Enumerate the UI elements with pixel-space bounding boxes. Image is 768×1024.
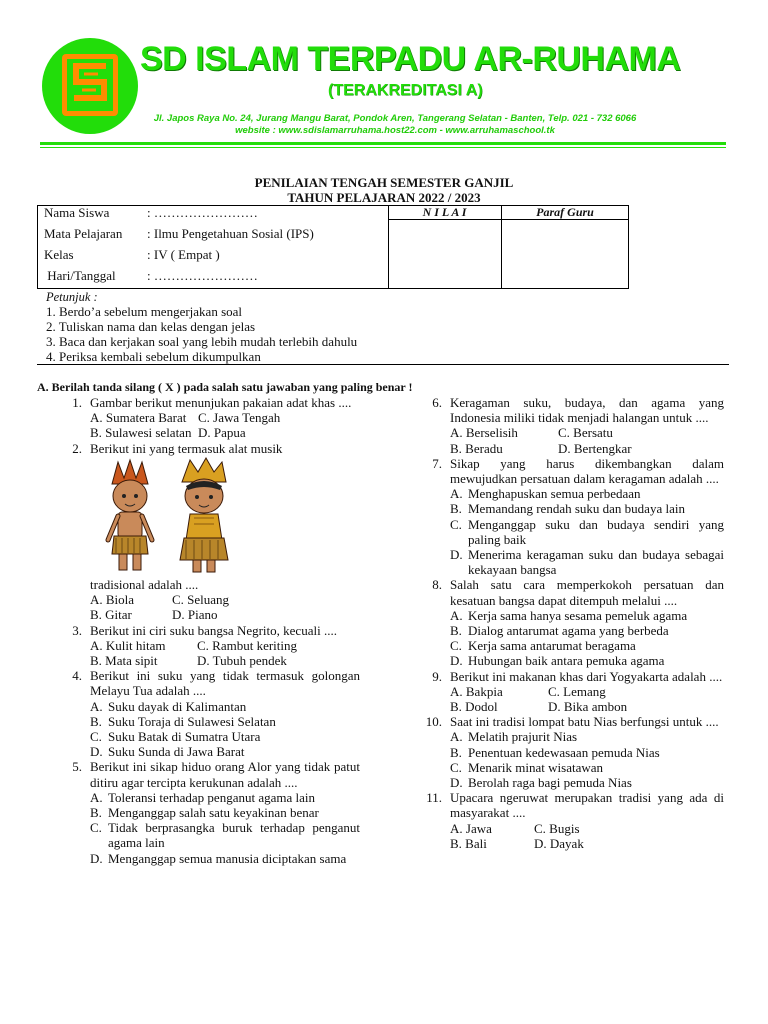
info-label: Hari/Tanggal <box>44 268 116 283</box>
option-text: Tidak berprasangka buruk terhadap penganut agama lain <box>108 820 360 851</box>
option-row <box>60 607 360 622</box>
option-row <box>420 836 724 851</box>
option-text: Hubungan baik antara pemuka agama <box>468 653 665 669</box>
option-a[interactable] <box>420 729 724 744</box>
question-text: Berikut ini suku yang tidak termasuk golongan Melayu Tua adalah .... <box>90 668 360 699</box>
nilai-score-box[interactable] <box>389 220 501 288</box>
option-letter: D. <box>450 547 463 563</box>
option-letter: C. <box>90 729 102 745</box>
option-d[interactable]: D. Bertengkar <box>558 440 632 456</box>
header-divider-thin <box>40 147 726 148</box>
question-1 <box>60 395 360 410</box>
nilai-header: N I L A I <box>422 205 467 219</box>
option-d[interactable]: D. Dayak <box>534 835 584 851</box>
question-8 <box>420 577 724 607</box>
instruction-item: 2. Tuliskan nama dan kelas dengan jelas <box>46 319 256 334</box>
exam-title: PENILAIAN TENGAH SEMESTER GANJIL <box>254 175 514 190</box>
accreditation-status: (TERAKREDITASI A) <box>328 82 483 99</box>
option-text: Kerja sama antarumat beragama <box>468 638 636 654</box>
option-text: Suku Batak di Sumatra Utara <box>108 729 261 745</box>
school-address: Jl. Japos Raya No. 24, Jurang Mangu Barat, Pondok Aren, Tangerang Selatan - Banten, Telp. 021 - 732 6066 <box>153 113 637 124</box>
option-a[interactable] <box>420 486 724 501</box>
question-number: 2. <box>72 440 82 456</box>
option-d[interactable] <box>420 653 724 668</box>
question-text: Salah satu cara memperkokoh persatuan dan kesatuan bangsa dapat ditempuh melalui .... <box>450 577 724 608</box>
option-letter: B. <box>450 501 462 517</box>
option-letter: A. <box>90 698 103 714</box>
info-label: Nama Siswa <box>44 205 110 220</box>
school-name: SD ISLAM TERPADU AR-RUHAMA <box>140 40 681 78</box>
option-a[interactable] <box>420 608 724 623</box>
question-number: 7. <box>432 455 442 471</box>
option-letter: A. <box>450 607 463 623</box>
option-letter: C. <box>450 759 462 775</box>
option-letter: C. <box>450 516 462 532</box>
info-value: : Ilmu Pengetahuan Sosial (IPS) <box>147 226 314 241</box>
info-value: : …………………… <box>147 268 258 283</box>
option-c[interactable] <box>420 517 724 547</box>
info-value: : IV ( Empat ) <box>147 247 220 262</box>
question-text: Berikut ini sikap hiduo orang Alor yang tidak patut ditiru agar tercipta kerukunan adalah .... <box>90 759 360 790</box>
option-a[interactable]: A. Biola <box>90 592 135 608</box>
option-d[interactable]: D. Bika ambon <box>548 699 628 715</box>
option-letter: C. <box>90 820 102 836</box>
option-b[interactable] <box>60 714 360 729</box>
option-text: Menghapuskan semua perbedaan <box>468 486 641 502</box>
info-label: Mata Pelajaran <box>44 226 123 241</box>
school-logo <box>40 36 140 136</box>
option-letter: C. <box>450 638 462 654</box>
info-row-nama[interactable] <box>44 205 258 221</box>
question-number: 8. <box>432 577 442 593</box>
option-text: Suku dayak di Kalimantan <box>108 698 247 714</box>
instruction-item: 1. Berdo’a sebelum mengerjakan soal <box>46 304 243 319</box>
option-c[interactable]: C. Jawa Tengah <box>198 410 281 426</box>
option-row <box>420 684 724 699</box>
traditional-costume-illustration <box>90 456 250 574</box>
question-text: Saat ini tradisi lompat batu Nias berfungsi untuk .... <box>450 714 719 730</box>
questions-column-left <box>60 395 360 866</box>
option-letter: D. <box>450 775 463 791</box>
option-letter: D. <box>90 744 103 760</box>
option-d[interactable]: D. Piano <box>172 607 218 623</box>
question-text: Berikut ini makanan khas dari Yogyakarta adalah .... <box>450 668 723 684</box>
option-d[interactable] <box>420 775 724 790</box>
question-7 <box>420 456 724 486</box>
option-row <box>60 425 360 440</box>
question-number: 10. <box>425 714 442 730</box>
option-text: Menganggap semua manusia diciptakan sama <box>108 850 347 866</box>
option-a[interactable] <box>60 790 360 805</box>
option-letter: B. <box>450 744 462 760</box>
option-a[interactable]: A. Jawa <box>450 820 492 836</box>
option-text: Dialog antarumat agama yang berbeda <box>468 623 669 639</box>
instruction-item: 3. Baca dan kerjakan soal yang lebih mudah terlebih dahulu <box>46 334 358 349</box>
info-label: Kelas <box>44 247 74 262</box>
info-row-mapel <box>44 226 314 242</box>
option-b[interactable] <box>60 805 360 820</box>
question-2 <box>60 441 360 456</box>
option-b[interactable]: B. Mata sipit <box>90 653 158 669</box>
question-text: Berikut ini yang termasuk alat musik <box>90 440 283 456</box>
option-a[interactable]: A. Berselisih <box>450 425 518 441</box>
option-b[interactable]: B. Gitar <box>90 607 132 623</box>
option-b[interactable]: B. Bali <box>450 835 487 851</box>
option-text: Memandang rendah suku dan budaya lain <box>468 501 685 517</box>
section-divider <box>37 364 729 365</box>
option-d[interactable]: D. Papua <box>198 425 246 441</box>
option-text: Menerima keragaman suku dan budaya sebagai kekayaan bangsa <box>468 547 724 578</box>
option-letter: B. <box>90 805 102 821</box>
option-text: Melatih prajurit Nias <box>468 729 578 745</box>
option-a[interactable]: A. Sumatera Barat <box>90 410 187 426</box>
option-row <box>60 410 360 425</box>
option-d[interactable] <box>60 744 360 759</box>
question-text: Berikut ini ciri suku bangsa Negrito, kecuali .... <box>90 622 337 638</box>
question-9 <box>420 669 724 684</box>
option-text: Kerja sama hanya sesama pemeluk agama <box>468 607 688 623</box>
option-row <box>60 653 360 668</box>
option-letter: B. <box>90 713 102 729</box>
option-b[interactable]: B. Beradu <box>450 440 503 456</box>
question-text: Sikap yang harus dikembangkan dalam mewujudkan persatuan dalam keragaman adalah .... <box>450 455 724 487</box>
question-text-continued: tradisional adalah .... <box>90 577 199 593</box>
option-row <box>420 425 724 440</box>
questions-column-right <box>420 395 724 851</box>
paraf-guru-box[interactable] <box>502 220 628 288</box>
option-row <box>420 441 724 456</box>
option-c[interactable] <box>60 729 360 744</box>
question-number: 4. <box>72 668 82 684</box>
question-text: Gambar berikut menunjukan pakaian adat khas .... <box>90 395 352 410</box>
instructions-title: Petunjuk : <box>46 290 98 304</box>
option-letter: B. <box>450 623 462 639</box>
section-a-title: A. Berilah tanda silang ( X ) pada salah satu jawaban yang paling benar ! <box>37 380 413 394</box>
option-row <box>420 699 724 714</box>
option-row <box>60 638 360 653</box>
question-number: 1. <box>72 395 82 410</box>
question-number: 6. <box>432 395 442 410</box>
school-website: website : www.sdislamarruhama.host22.com - www.arruhamaschool.tk <box>235 125 555 136</box>
option-d[interactable]: D. Tubuh pendek <box>197 653 287 669</box>
option-c[interactable] <box>420 638 724 653</box>
question-11 <box>420 790 724 820</box>
option-text: Suku Sunda di Jawa Barat <box>108 744 245 760</box>
question-number: 9. <box>432 668 442 684</box>
info-row-kelas <box>44 247 220 263</box>
info-row-tanggal[interactable] <box>44 268 258 284</box>
option-letter: D. <box>90 850 103 866</box>
option-c[interactable] <box>60 820 360 850</box>
option-c[interactable]: C. Bugis <box>534 820 580 836</box>
question-text: Upacara ngeruwat merupakan tradisi yang ada di masyarakat .... <box>450 790 724 821</box>
header-divider-thick <box>40 142 726 145</box>
option-b[interactable] <box>420 623 724 638</box>
question-10 <box>420 714 724 729</box>
question-3 <box>60 623 360 638</box>
option-b[interactable] <box>420 745 724 760</box>
option-a[interactable]: A. Bakpia <box>450 683 503 699</box>
question-text: Keragaman suku, budaya, dan agama yang Indonesia miliki tidak menjadi halangan untuk .... <box>450 395 724 426</box>
option-d[interactable] <box>60 851 360 866</box>
option-text: Penentuan kedewasaan pemuda Nias <box>468 744 660 760</box>
question-6 <box>420 395 724 425</box>
option-c[interactable]: C. Lemang <box>548 683 606 699</box>
question-5 <box>60 759 360 789</box>
option-b[interactable] <box>420 501 724 516</box>
option-text: Menarik minat wisatawan <box>468 759 604 775</box>
option-letter: D. <box>450 653 463 669</box>
question-number: 3. <box>72 622 82 638</box>
option-c[interactable]: C. Rambut keriting <box>197 637 298 653</box>
option-b[interactable]: B. Dodol <box>450 699 498 715</box>
option-c[interactable]: C. Bersatu <box>558 425 613 441</box>
option-letter: A. <box>450 729 463 745</box>
option-text: Berolah raga bagi pemuda Nias <box>468 775 632 791</box>
option-text: Toleransi terhadap penganut agama lain <box>108 789 316 805</box>
option-letter: A. <box>90 789 103 805</box>
option-b[interactable]: B. Sulawesi selatan <box>90 425 192 441</box>
option-text: Menganggap salah satu keyakinan benar <box>108 805 319 821</box>
option-a[interactable] <box>60 699 360 714</box>
option-c[interactable] <box>420 760 724 775</box>
option-letter: A. <box>450 486 463 502</box>
option-text: Menganggap suku dan budaya sendiri yang paling baik <box>468 516 724 547</box>
paraf-guru-header: Paraf Guru <box>536 205 594 219</box>
option-c[interactable]: C. Seluang <box>172 592 230 608</box>
option-row <box>420 821 724 836</box>
instruction-item: 4. Periksa kembali sebelum dikumpulkan <box>46 349 261 364</box>
info-value: : …………………… <box>147 205 258 220</box>
option-row <box>60 592 360 607</box>
exam-year: TAHUN PELAJARAN 2022 / 2023 <box>287 190 481 205</box>
option-text: Suku Toraja di Sulawesi Selatan <box>108 713 276 729</box>
question-number: 5. <box>72 759 82 775</box>
question-4 <box>60 668 360 698</box>
question-number: 11. <box>426 790 442 806</box>
option-a[interactable]: A. Kulit hitam <box>90 637 166 653</box>
option-d[interactable] <box>420 547 724 577</box>
